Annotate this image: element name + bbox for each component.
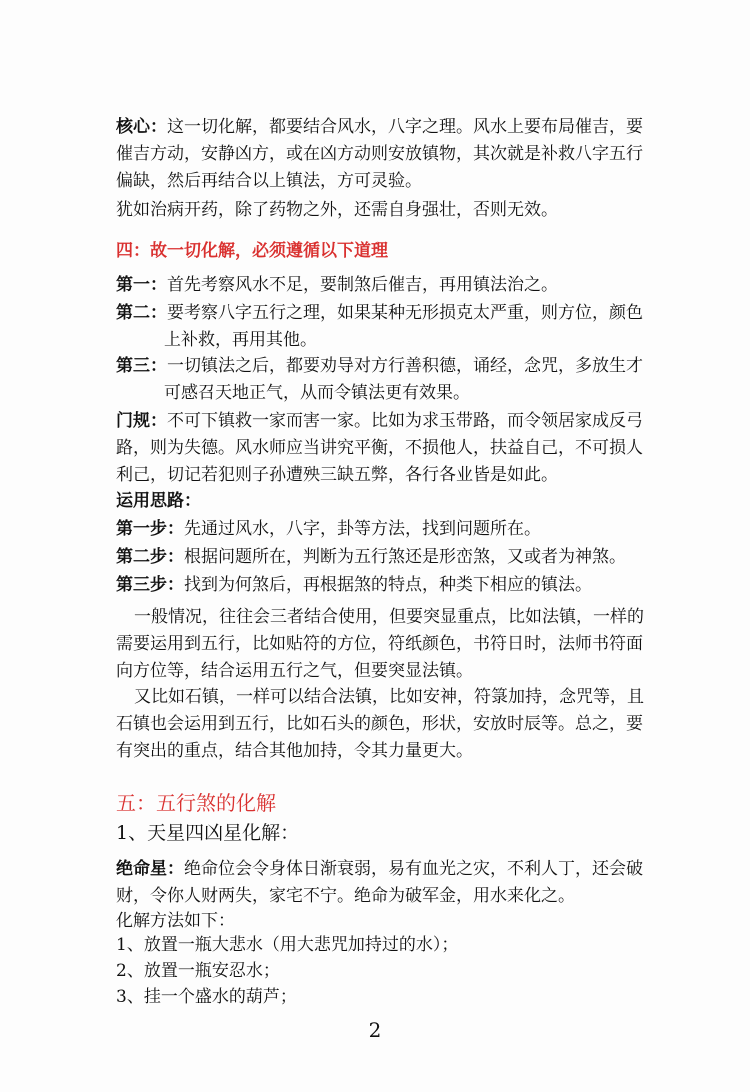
analogy-paragraph: 犹如治病开药，除了药物之外，还需自身强壮，否则无效。: [116, 200, 558, 220]
principle-1: [116, 272, 656, 299]
paragraph-law-town: 一般情况，往往会三者结合使用，但要突显重点，比如法镇，一样的需要运用到五行，比如贴符的方位，符纸颜色，书符日时，法师书符面向方位等，结合运用五行之气，但要突显法镇。: [116, 607, 644, 681]
method-item: 3、挂一个盛水的葫芦；: [116, 987, 297, 1007]
core-text: 这一切化解，都要结合风水，八字之理。风水上要布局催吉，要催吉方动，安静凶方，或在凶方动则安放镇物，其次就是补救八字五行偏缺，然后再结合以上镇法，方可灵验。: [116, 117, 643, 191]
principle-2-text: 要考察八字五行之理，如果某种无形损克太严重，则方位，颜色上补救，再用其他。: [164, 303, 643, 350]
step-1-text: 先通过风水，八字，卦等方法，找到问题所在。: [184, 519, 541, 539]
step-2-text: 根据问题所在，判断为五行煞还是形峦煞，又或者为神煞。: [184, 547, 626, 567]
step-3-label: 第三步：: [116, 575, 184, 595]
step-3-text: 找到为何煞后，再根据煞的特点，种类下相应的镇法。: [184, 575, 592, 595]
principle-1-label: 第一：: [116, 275, 167, 295]
core-paragraph: [116, 114, 656, 195]
approach-label: 运用思路：: [116, 491, 201, 511]
rule-text: 不可下镇救一家而害一家。比如为求玉带路，而令领居家成反弓路，则为失德。风水师应当讲究平衡，不损他人，扶益自己，不可损人利己，切记若犯则子孙遭殃三缺五弊，各行各业皆是如此。: [116, 411, 643, 485]
principle-3-label: 第三：: [116, 356, 167, 376]
page-number: 2: [368, 1018, 382, 1042]
step-1-label: 第一步：: [116, 519, 184, 539]
method-item: 1、放置一瓶大悲水（用大悲咒加持过的水）；: [116, 935, 459, 955]
method-label: 化解方法如下：: [116, 911, 235, 931]
principle-3-text: 一切镇法之后，都要劝导对方行善积德，诵经，念咒，多放生才可感召天地正气，从而令镇法更有效果。: [164, 356, 643, 403]
section-5-heading: 五：五行煞的化解: [116, 791, 276, 815]
rule-label: 门规：: [116, 411, 167, 431]
method-item: 2、放置一瓶安忍水；: [116, 961, 280, 981]
principle-2-label: 第二：: [116, 303, 167, 323]
step-2-label: 第二步：: [116, 547, 184, 567]
star-text: 绝命位会令身体日渐衰弱，易有血光之灾，不利人丁，还会破财，令你人财两失，家宅不宁。绝命为破军金，用水来化之。: [116, 859, 643, 906]
section-4-heading: 四：故一切化解，必须遵循以下道理: [116, 241, 388, 261]
core-label: 核心：: [116, 117, 167, 137]
paragraph-stone-town: 又比如石镇，一样可以结合法镇，比如安神，符箓加持，念咒等，且石镇也会运用到五行，比如石头的颜色，形状，安放时辰等。总之，要有突出的重点，结合其他加持，令其力量更大。: [116, 687, 644, 761]
subsection-1-heading: 1、天星四凶星化解：: [116, 822, 300, 844]
rule-paragraph: [116, 408, 656, 489]
step-3: [116, 572, 656, 599]
step-2: [116, 544, 656, 571]
step-1: [116, 516, 656, 543]
star-label: 绝命星：: [116, 859, 184, 879]
principle-3: [116, 353, 656, 407]
star-paragraph: [116, 856, 656, 910]
principle-1-text: 首先考察风水不足，要制煞后催吉，再用镇法治之。: [167, 275, 558, 295]
principle-2: [116, 300, 656, 354]
